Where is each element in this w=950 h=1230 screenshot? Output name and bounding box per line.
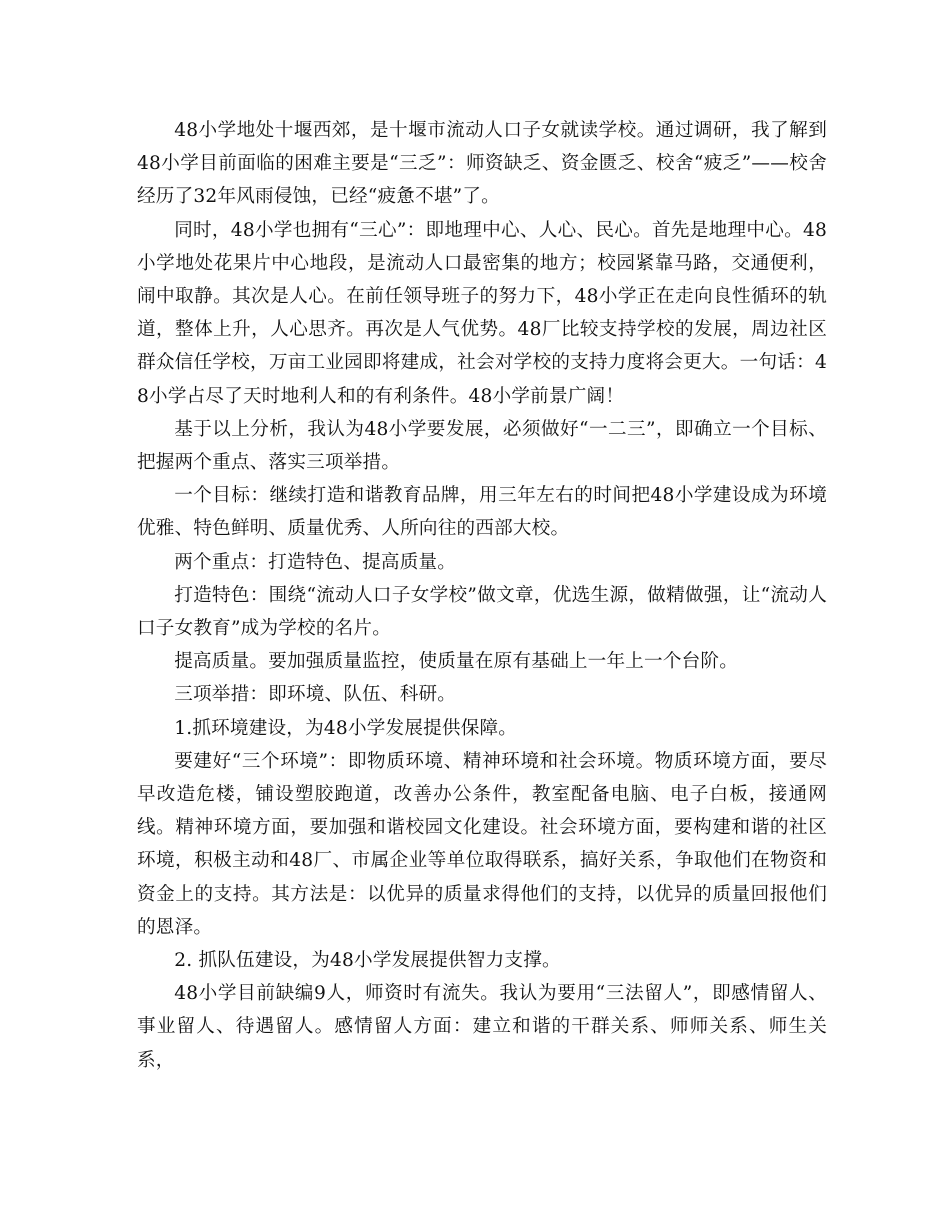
- paragraph-goal: 一个目标：继续打造和谐教育品牌，用三年左右的时间把48小学建设成为环境优雅、特色鲜明、质量优秀、人所向往的西部大校。: [137, 485, 827, 540]
- paragraph-measure-1-heading: 1.抓环境建设，为48小学发展提供保障。: [174, 717, 518, 739]
- paragraph-three-measures: 三项举措：即环境、队伍、科研。: [174, 684, 457, 706]
- paragraph-quality: 提高质量。要加强质量监控，使质量在原有基础上一年上一个台阶。: [174, 651, 739, 673]
- paragraph-staffing: 48小学目前缺编9人，师资时有流失。我认为要用“三法留人”，即感情留人、事业留人、待遇留人。感情留人方面：建立和谐的干群关系、师师关系、师生关系，: [137, 983, 827, 1071]
- paragraph-measure-2-heading: 2. 抓队伍建设，为48小学发展提供智力支撑。: [174, 950, 561, 972]
- document-body: [137, 114, 827, 1077]
- paragraph-analysis: 基于以上分析，我认为48小学要发展，必须做好“一二三”，即确立一个目标、把握两个重点、落实三项举措。: [137, 418, 827, 474]
- paragraph-features: 打造特色：围绕“流动人口子女学校”做文章，优选生源，做精做强，让“流动人口子女教育”成为学校的名片。: [137, 584, 827, 640]
- paragraph-intro: 48小学地处十堰西郊，是十堰市流动人口子女就读学校。通过调研，我了解到48小学目前面临的困难主要是“三乏”：师资缺乏、资金匮乏、校舍“疲乏”——校舍经历了32年风雨侵蚀，已经“疲惫不堪”了。: [137, 120, 827, 208]
- paragraph-two-focuses: 两个重点：打造特色、提高质量。: [174, 551, 457, 573]
- paragraph-environments: 要建好“三个环境”：即物质环境、精神环境和社会环境。物质环境方面，要尽早改造危楼，铺设塑胶跑道，改善办公条件，教室配备电脑、电子白板，接通网线。精神环境方面，要加强和谐校园文化建设。社会环境方面，要构建和谐的社区环境，积极主动和48厂、市属企业等单位取得联系，搞好关系，争取他们在物资和资金上的支持。其方法是：以优异的质量求得他们的支持，以优异的质量回报他们的恩泽。: [137, 750, 827, 938]
- paragraph-three-hearts: 同时，48小学也拥有“三心”：即地理中心、人心、民心。首先是地理中心。48小学地处花果片中心地段，是流动人口最密集的地方；校园紧靠马路，交通便利，闹中取静。其次是人心。在前任领导班子的努力下，48小学正在走向良性循环的轨道，整体上升，人心思齐。再次是人气优势。48厂比较支持学校的发展，周边社区群众信任学校，万亩工业园即将建成，社会对学校的支持力度将会更大。一句话：48小学占尽了天时地利人和的有利条件。48小学前景广阔！: [137, 219, 827, 407]
